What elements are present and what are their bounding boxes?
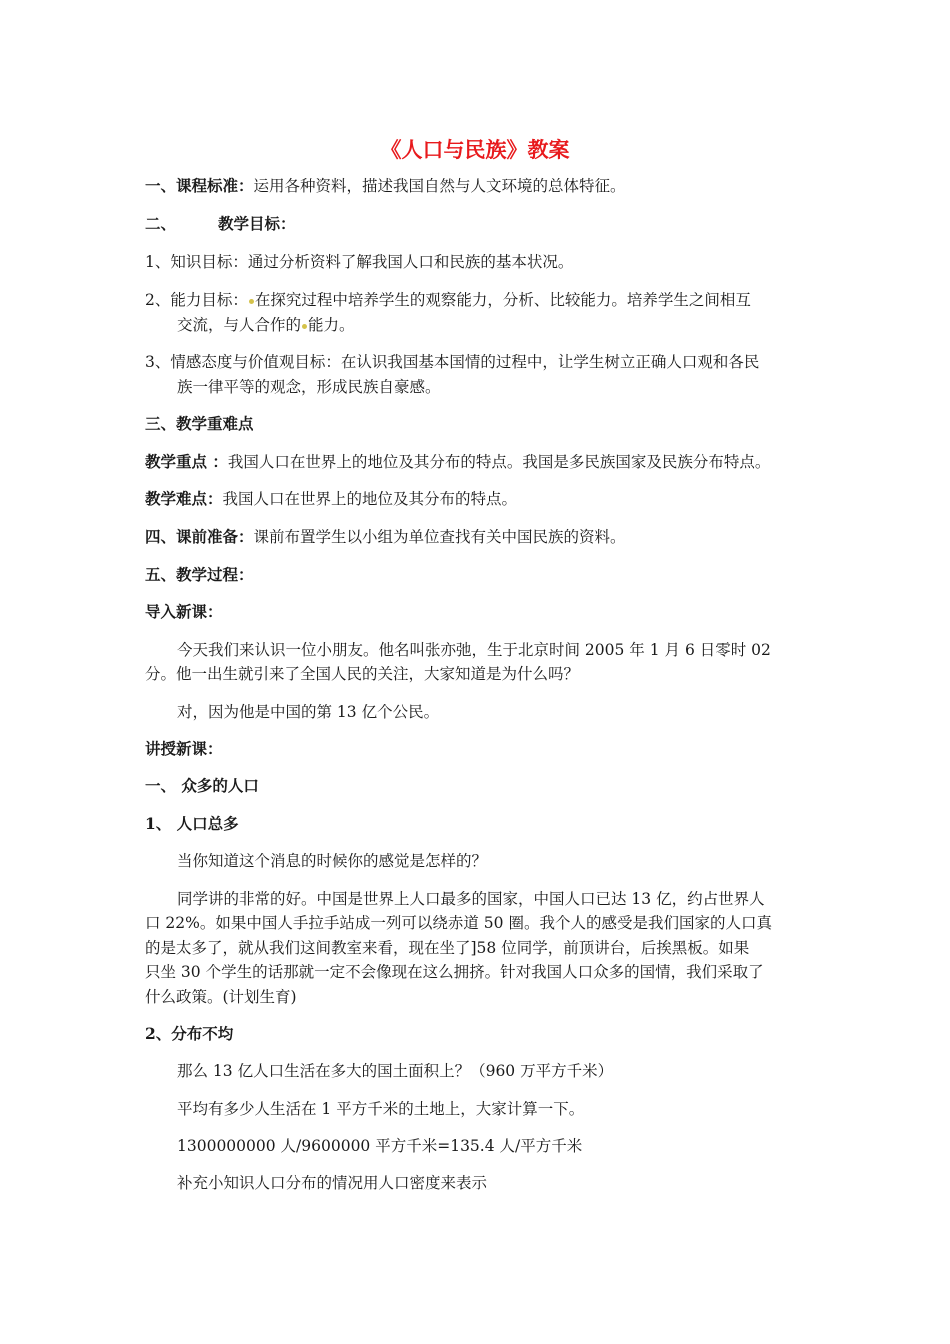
highlight-mark xyxy=(249,299,254,304)
goal-knowledge: 1、知识目标：通过分析资料了解我国人口和民族的基本状况。 xyxy=(145,253,574,271)
question-feeling: 当你知道这个消息的时候你的感觉是怎样的？ xyxy=(177,852,488,870)
question-area: 那么 13 亿人口生活在多大的国土面积上？（960 万平方千米） xyxy=(177,1062,614,1080)
course-standard-label: 一、课程标准： xyxy=(145,176,254,195)
highlight-mark xyxy=(302,324,307,329)
section-key-difficult: 三、教学重难点 xyxy=(145,414,254,433)
goal-ability-text-b: 能力。 xyxy=(308,316,355,334)
density-calculation: 1300000000 人/9600000 平方千米=135.4 人/平方千米 xyxy=(177,1137,583,1155)
paragraph-line1: 同学讲的非常的好。中国是世界上人口最多的国家，中国人口已达 13 亿，约占世界人 xyxy=(177,890,765,908)
difficult-point-text: 我国人口在世界上的地位及其分布的特点。 xyxy=(222,490,518,508)
section-label: 教学目标： xyxy=(218,214,296,233)
section-teaching-goals xyxy=(145,214,296,234)
goal-attitude-line2: 族一律平等的观念，形成民族自豪感。 xyxy=(177,378,441,396)
course-standard-text: 运用各种资料，描述我国自然与人文环境的总体特征。 xyxy=(253,177,626,195)
key-point-text: 我国人口在世界上的地位及其分布的特点。我国是多民族国家及民族分布特点。 xyxy=(227,453,771,471)
preparation xyxy=(145,527,626,547)
part-large-population: 一、 众多的人口 xyxy=(145,776,259,795)
intro-answer: 对，因为他是中国的第 13 亿个公民。 xyxy=(177,703,440,721)
key-point-label: 教学重点 ： xyxy=(145,452,228,471)
paragraph-line3: 的是太多了，就从我们这间教室来看，现在坐了]58 位同学，前顶讲台，后挨黑板。如果 xyxy=(145,939,750,957)
sub-uneven-distribution: 2、分布不均 xyxy=(145,1024,234,1043)
supplement-note: 补充小知识人口分布的情况用人口密度来表示 xyxy=(177,1174,488,1192)
difficult-point-label: 教学难点： xyxy=(145,489,223,508)
goal-ability-line1 xyxy=(145,290,751,310)
intro-paragraph-line2: 分。他一出生就引来了全国人民的关注，大家知道是为什么吗？ xyxy=(145,665,580,683)
preparation-label: 四、课前准备： xyxy=(145,527,254,546)
paragraph-line4: 只坐 30 个学生的话那就一定不会像现在这么拥挤。针对我国人口众多的国情，我们采取了 xyxy=(145,963,764,981)
section-process: 五、教学过程： xyxy=(145,565,254,584)
document-title: 《人口与民族》教案 xyxy=(380,138,570,162)
goal-ability-text-a: 交流，与人合作的 xyxy=(177,316,302,334)
sub-total-population: 1、 人口总多 xyxy=(145,814,239,833)
goal-attitude-line1: 3、情感态度与价值观目标：在认识我国基本国情的过程中，让学生树立正确人口观和各民 xyxy=(145,353,760,371)
goal-ability-label: 2、能力目标： xyxy=(145,291,248,309)
course-standard xyxy=(145,176,626,196)
question-density: 平均有多少人生活在 1 平方千米的土地上，大家计算一下。 xyxy=(177,1100,585,1118)
new-lesson-heading: 讲授新课： xyxy=(145,739,223,758)
goal-ability-line2 xyxy=(177,315,355,335)
paragraph-line2: 口 22%。如果中国人手拉手站成一列可以绕赤道 50 圈。我个人的感受是我们国家的人口真 xyxy=(145,914,772,932)
teaching-difficult-point xyxy=(145,489,517,509)
section-number: 二、 xyxy=(145,214,177,233)
preparation-text: 课前布置学生以小组为单位查找有关中国民族的资料。 xyxy=(253,528,626,546)
intro-heading: 导入新课： xyxy=(145,602,223,621)
intro-paragraph-line1: 今天我们来认识一位小朋友。他名叫张亦弛，生于北京时间 2005 年 1 月 6 日零时 02 xyxy=(177,641,771,659)
paragraph-line5: 什么政策。(计划生育) xyxy=(145,988,297,1006)
teaching-key-point xyxy=(145,452,770,472)
goal-ability-text: 在探究过程中培养学生的观察能力，分析、比较能力。培养学生之间相互 xyxy=(254,291,751,309)
